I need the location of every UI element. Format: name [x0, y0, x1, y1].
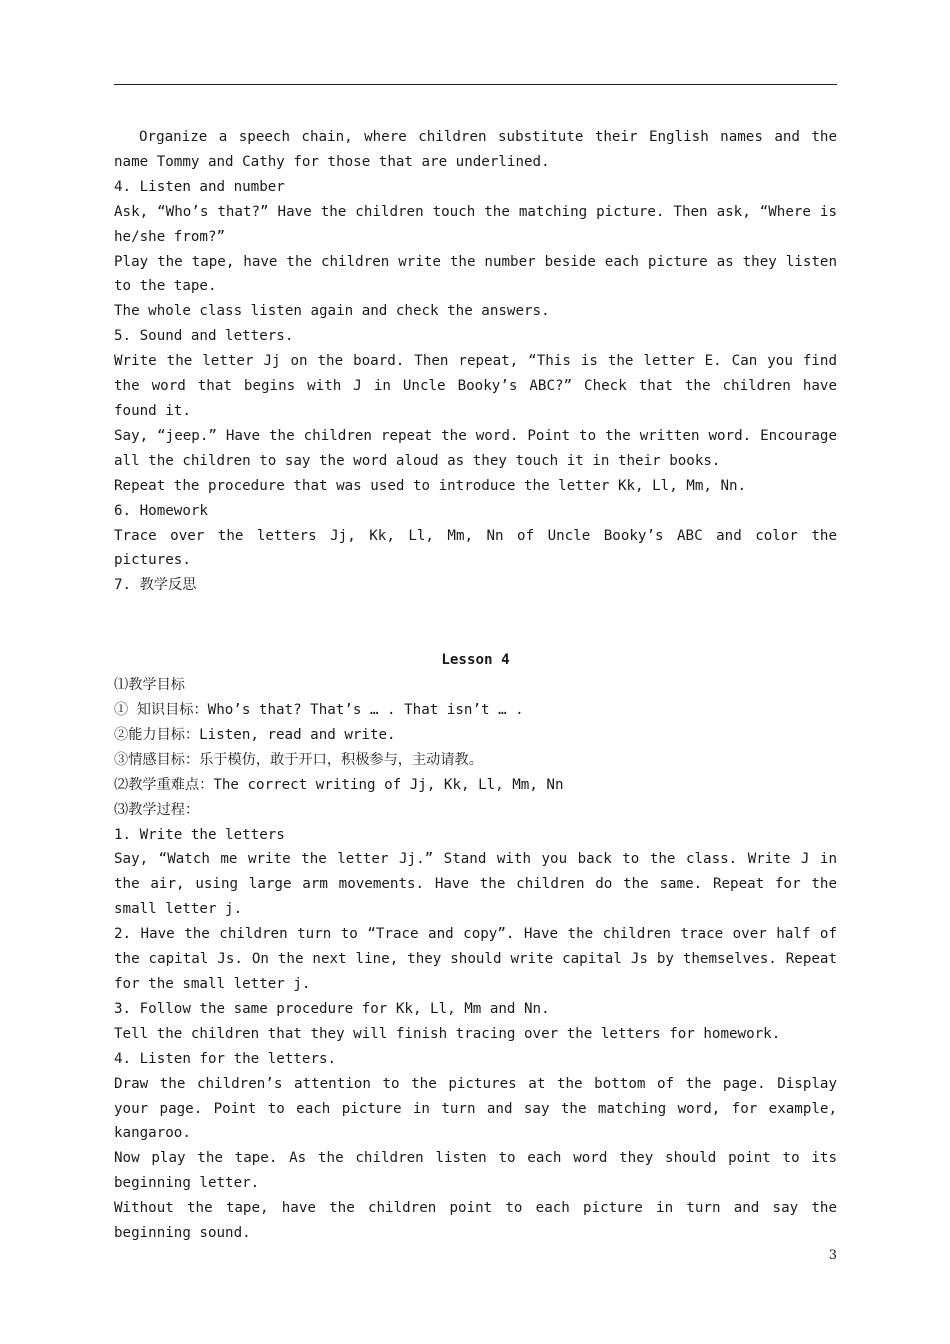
paragraph: Ask, “Who’s that?” Have the children touch the matching picture. Then ask, “Where is he/she from?”: [114, 203, 837, 245]
paragraph: ⑵教学重难点：The correct writing of Jj, Kk, Ll, Mm, Nn: [114, 776, 564, 793]
paragraph: Tell the children that they will finish tracing over the letters for homework.: [114, 1025, 781, 1042]
paragraph: Without the tape, have the children point to each picture in turn and say the beginning sound.: [114, 1200, 837, 1242]
paragraph: 4. Listen for the letters.: [114, 1050, 337, 1067]
paragraph: Say, “Watch me write the letter Jj.” Stand with you back to the class. Write J in the air, using large arm movements. Have the children do the same. Repeat for the small letter j.: [114, 851, 837, 918]
section-spacer: [114, 598, 837, 648]
paragraph: Now play the tape. As the children listen to each word they should point to its beginning letter.: [114, 1150, 837, 1192]
paragraph: Trace over the letters Jj, Kk, Ll, Mm, Nn of Uncle Booky’s ABC and color the pictures.: [114, 527, 837, 569]
paragraph: 4. Listen and number: [114, 178, 285, 195]
paragraph: ③情感目标：乐于模仿，敢于开口，积极参与，主动请教。: [114, 751, 483, 768]
paragraph: ⑶教学过程：: [114, 801, 200, 818]
paragraph: 2. Have the children turn to “Trace and copy”. Have the children trace over half of the capital Js. On the next line, they should write capital Js by themselves. Repeat for the small letter j.: [114, 926, 837, 992]
paragraph: Draw the children’s attention to the pictures at the bottom of the page. Display your page. Point to each picture in turn and say the matching word, for example, kangaroo.: [114, 1075, 837, 1142]
paragraph: ②能力目标：Listen, read and write.: [114, 726, 396, 743]
header-rule: [114, 84, 837, 85]
paragraph: Say, “jeep.” Have the children repeat the word. Point to the written word. Encourage all the children to say the word aloud as they touch it in their books.: [114, 427, 837, 469]
paragraph: 7. 教学反思: [114, 577, 197, 594]
page-number: 3: [828, 1248, 837, 1263]
paragraph: Play the tape, have the children write the number beside each picture as they listen to the tape.: [114, 253, 837, 295]
paragraph: Write the letter Jj on the board. Then repeat, “This is the letter E. Can you find the word that begins with J in Uncle Booky’s ABC?” Check that the children have found it.: [114, 353, 837, 419]
paragraph: ⑴教学目标: [114, 677, 185, 694]
paragraph: Organize a speech chain, where children substitute their English names and the name Tommy and Cathy for those that are underlined.: [114, 129, 837, 170]
paragraph: ① 知识目标：Who’s that? That’s … . That isn’t … .: [114, 702, 524, 719]
lesson-title: Lesson 4: [441, 652, 510, 669]
paragraph: Repeat the procedure that was used to introduce the letter Kk, Ll, Mm, Nn.: [114, 477, 747, 494]
paragraph: 1. Write the letters: [114, 826, 285, 843]
paragraph: 5. Sound and letters.: [114, 328, 294, 345]
paragraph: 3. Follow the same procedure for Kk, Ll, Mm and Nn.: [114, 1000, 550, 1017]
document-body: [114, 125, 837, 1246]
paragraph: 6. Homework: [114, 502, 208, 519]
paragraph: The whole class listen again and check the answers.: [114, 303, 550, 320]
